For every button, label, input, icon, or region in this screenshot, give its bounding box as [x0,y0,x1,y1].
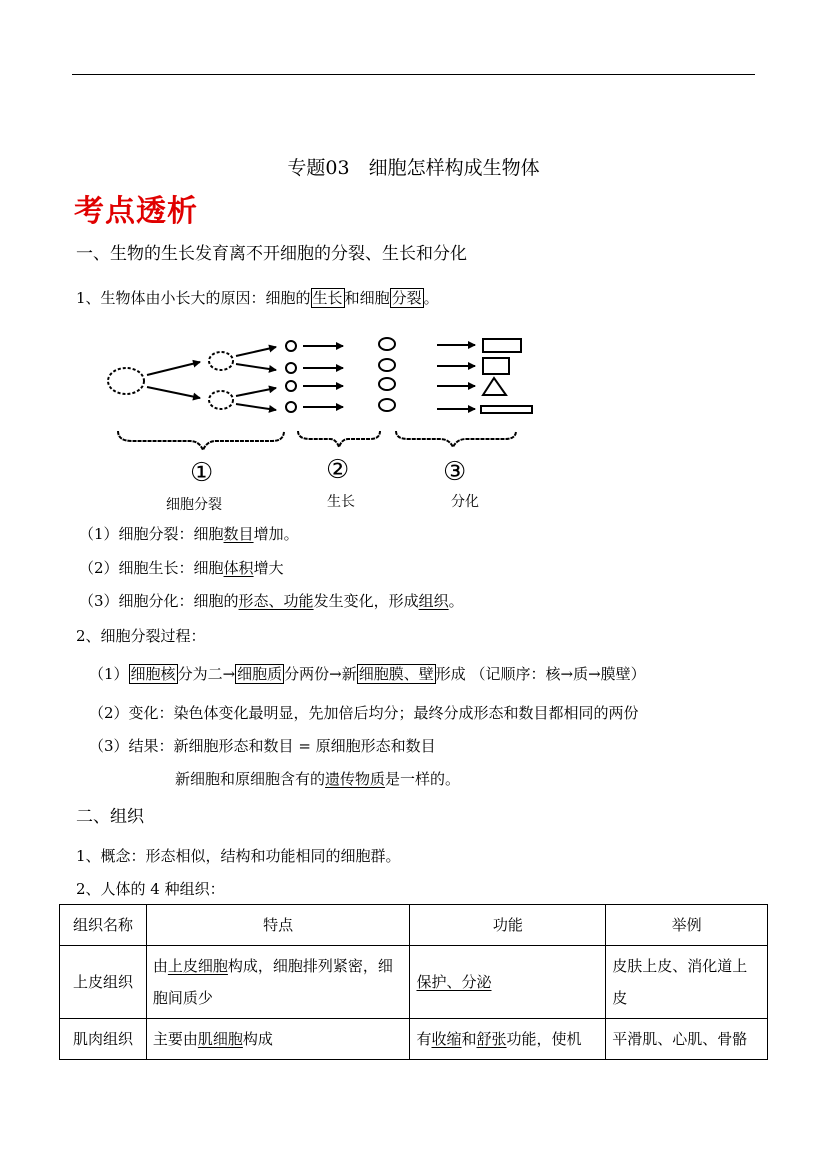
tissue-table [59,904,768,1060]
boxed-term: 分裂 [391,289,422,307]
item1-line: 1、生物体由小长大的原因：细胞的 生长 和细胞 分裂 。 [76,289,439,307]
mother-cell [108,368,144,394]
proc2-line: （2）变化：染色体变化最明显，先加倍后均分；最终分成形态和数目都相同的两份 [89,704,639,722]
small-cell [286,402,296,412]
table-header-cell: 举例 [606,905,768,946]
tissue-function: 保护、分泌 [410,946,606,1019]
daughter-cell [209,391,233,409]
diagram-num-3: ③ [443,457,467,487]
grown-cell [379,359,395,371]
boxed-term: 细胞核 [130,665,176,683]
diagram-label-2: 生长 [327,494,355,510]
brace-2 [298,431,380,447]
table-row [60,946,768,1019]
diagram-num-1: ① [190,458,214,488]
tissue-function: 有收缩和舒张功能，使机 [410,1019,606,1060]
brace-1 [118,431,284,450]
brace-3 [396,431,516,447]
differentiated-cell [483,378,506,395]
grown-cell [379,338,395,350]
tissue-feature: 主要由肌细胞构成 [146,1019,410,1060]
item2-heading: 2、细胞分裂过程： [76,627,206,645]
boxed-term: 生长 [312,289,343,307]
boxed-term: 细胞膜、壁 [358,665,434,683]
tissue-name: 肌肉组织 [60,1019,147,1060]
header-rule [72,74,755,75]
section-badge: 考点透析 [74,194,198,229]
grown-cell [379,378,395,390]
tissue-example: 平滑肌、心肌、骨骼 [606,1019,768,1060]
table-header-cell: 组织名称 [60,905,147,946]
small-cell [286,381,296,391]
small-cell [286,363,296,373]
table-row [60,1019,768,1060]
table-header-cell: 特点 [146,905,410,946]
section1-heading: 一、生物的生长发育离不开细胞的分裂、生长和分化 [76,244,467,264]
page-title: 专题03 细胞怎样构成生物体 [287,157,540,179]
differentiated-cell [483,358,509,374]
tissue-name: 上皮组织 [60,946,147,1019]
table-header-cell: 功能 [410,905,606,946]
sub1-line: （1）细胞分裂：细胞数目增加。 [79,525,299,543]
sub2-line: （2）细胞生长：细胞体积增大 [79,559,284,577]
proc3-line: （3）结果：新细胞形态和数目 = 原细胞形态和数目 [89,737,436,755]
tissue-feature: 由上皮细胞构成，细胞排列紧密，细胞间质少 [146,946,410,1019]
section2-heading: 二、组织 [76,807,144,827]
daughter-cell [209,352,233,370]
table-header-row [60,905,768,946]
cell-process-diagram [0,320,827,520]
diagram-label-3: 分化 [451,494,479,510]
differentiated-cell [483,339,521,352]
proc1-line: （1） 细胞核 分为二→ 细胞质 分两份→新 细胞膜、壁 形成 （记顺序：核→质→膜壁） [89,665,646,683]
diagram-num-2: ② [326,455,350,485]
diagram-label-1: 细胞分裂 [166,497,222,513]
boxed-term: 细胞质 [237,665,283,683]
grown-cell [379,399,395,411]
small-cell [286,341,296,351]
proc4-line: 新细胞和原细胞含有的遗传物质是一样的。 [175,770,461,788]
differentiated-cell [481,406,532,413]
section2-item2: 2、人体的 4 种组织： [76,880,225,898]
tissue-example: 皮肤上皮、消化道上皮 [606,946,768,1019]
section2-item1: 1、概念：形态相似，结构和功能相同的细胞群。 [76,847,401,865]
sub3-line: （3）细胞分化：细胞的形态、功能发生变化，形成组织。 [79,592,464,610]
